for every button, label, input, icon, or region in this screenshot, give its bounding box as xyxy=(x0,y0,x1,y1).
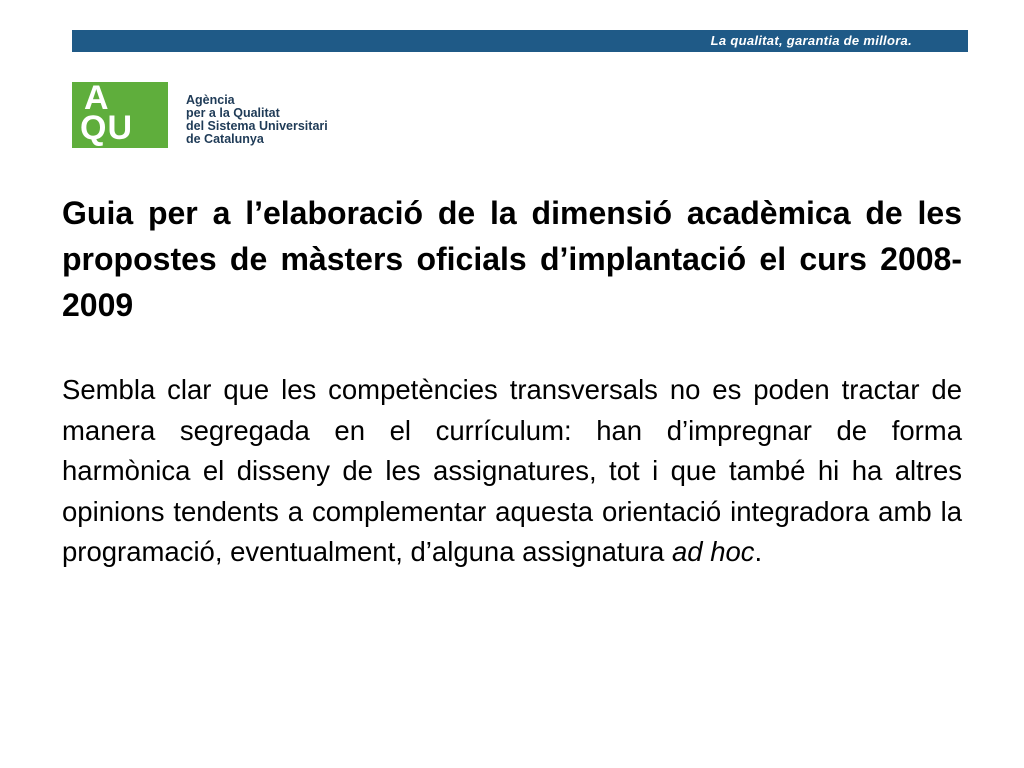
logo-letter-a: A xyxy=(84,79,109,117)
logo-line-2: per a la Qualitat xyxy=(186,106,280,120)
slide-title: Guia per a l’elaboració de la dimensió acadèmica de les propostes de màsters oficials d’implantació el curs 2008-2009 xyxy=(62,195,962,323)
logo-line-4: de Catalunya xyxy=(186,132,264,146)
body-end-punct: . xyxy=(754,536,763,567)
body-italic-text: ad hoc xyxy=(671,536,755,567)
body-main-text: Sembla clar que les competències transversals no es poden tractar de manera segregada en el currículum: han d’impregnar de forma harmònica el disseny de les assignatures, tot i que també hi ha altres opinions tendents a complementar aquesta orientació integradora amb la programació, eventualment, d’alguna assignatura xyxy=(62,374,962,567)
logo-line-3: del Sistema Universitari xyxy=(186,119,328,133)
slide-body xyxy=(62,370,962,573)
top-banner xyxy=(72,30,968,52)
aqu-logo xyxy=(72,79,328,152)
logo-letters-qu: QU xyxy=(80,109,133,147)
logo-agency-name xyxy=(186,94,328,146)
banner-tagline: La qualitat, garantia de millora. xyxy=(710,33,912,48)
logo-line-1: Agència xyxy=(186,93,235,107)
aqu-logo-mark xyxy=(72,79,168,148)
